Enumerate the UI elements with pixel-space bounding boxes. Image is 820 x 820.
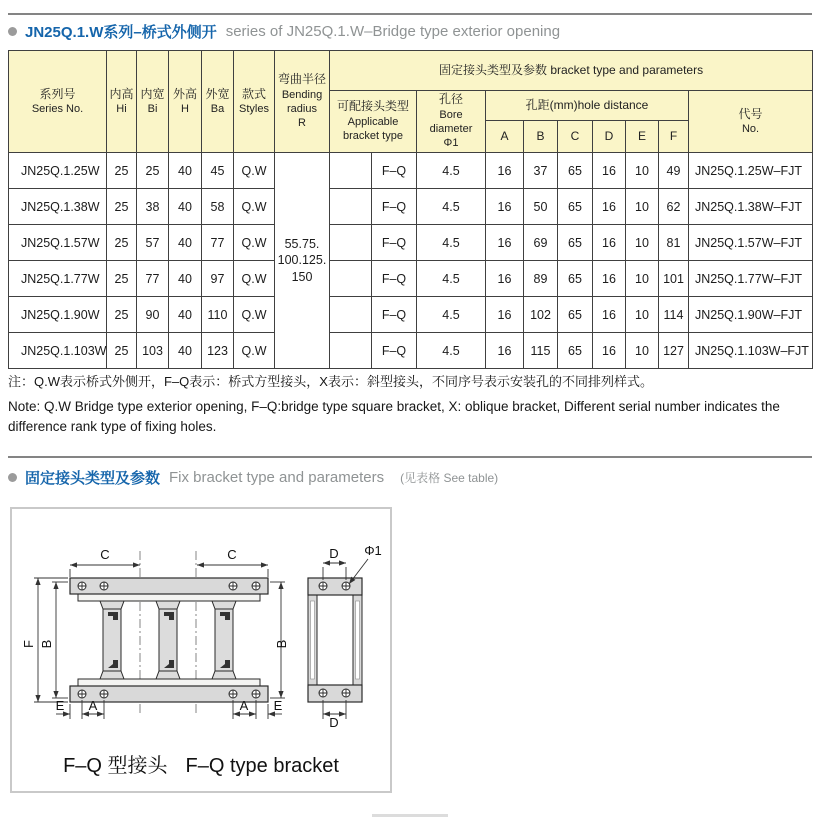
- drawing-caption: [12, 749, 390, 778]
- table-row: [9, 153, 813, 189]
- bracket-side-view: [308, 578, 362, 702]
- cell-bracket-type: F–Q: [372, 333, 417, 369]
- header-col-e: E: [626, 121, 659, 153]
- cell-series: JN25Q.1.57W: [9, 225, 107, 261]
- cell-h: 40: [169, 225, 202, 261]
- header-bi: 内宽 Bi: [137, 51, 169, 153]
- cell-h: 40: [169, 153, 202, 189]
- cell-hole-c: 65: [558, 225, 593, 261]
- cell-series: JN25Q.1.90W: [9, 297, 107, 333]
- section1-title-en: series of JN25Q.1.W–Bridge type exterior opening: [225, 23, 561, 40]
- bracket-technical-drawing: [12, 509, 390, 745]
- section1-title-zh: JN25Q.1.W系列–桥式外侧开: [25, 24, 217, 41]
- header-applicable-bracket: 可配接头类型 Applicable bracket type: [330, 91, 417, 153]
- section2-title: [8, 467, 498, 488]
- cell-bore-diameter: 4.5: [417, 261, 486, 297]
- dim-label-b-right: B: [274, 639, 289, 649]
- section2-title-zh: 固定接头类型及参数: [25, 470, 161, 487]
- header-bending-radius: 弯曲半径 Bending radius R: [275, 51, 330, 153]
- cell-hole-b: 89: [524, 261, 558, 297]
- cell-bending-radius: 55.75. 100.125. 150: [275, 153, 330, 369]
- cell-hole-d: 16: [593, 333, 626, 369]
- cell-ba: 58: [202, 189, 234, 225]
- cell-ba: 123: [202, 333, 234, 369]
- cell-bracket-empty: [330, 153, 372, 189]
- header-hi: 内高 Hi: [107, 51, 137, 153]
- table-row: [9, 189, 813, 225]
- header-col-c: C: [558, 121, 593, 153]
- dim-label-c-left: C: [100, 547, 110, 562]
- bracket-plan-view: [70, 578, 268, 702]
- cell-bi: 38: [137, 189, 169, 225]
- dim-label-f: F: [21, 640, 36, 648]
- cell-style: Q.W: [234, 297, 275, 333]
- cell-bracket-empty: [330, 297, 372, 333]
- cell-series: JN25Q.1.103W: [9, 333, 107, 369]
- bullet-icon: [8, 473, 17, 482]
- cell-code-no: JN25Q.1.103W–FJT: [689, 333, 813, 369]
- cell-hole-f: 114: [659, 297, 689, 333]
- cell-ba: 77: [202, 225, 234, 261]
- cell-code-no: JN25Q.1.57W–FJT: [689, 225, 813, 261]
- cell-code-no: JN25Q.1.90W–FJT: [689, 297, 813, 333]
- cell-h: 40: [169, 297, 202, 333]
- cell-hole-a: 16: [486, 189, 524, 225]
- cell-series: JN25Q.1.38W: [9, 189, 107, 225]
- cell-bracket-type: F–Q: [372, 153, 417, 189]
- header-col-f: F: [659, 121, 689, 153]
- cell-series: JN25Q.1.25W: [9, 153, 107, 189]
- cell-style: Q.W: [234, 333, 275, 369]
- cell-bracket-type: F–Q: [372, 225, 417, 261]
- table-header: [9, 51, 813, 153]
- note-en: Note: Q.W Bridge type exterior opening, F–Q:bridge type square bracket, X: oblique bracket, Different serial number indicates the difference rank type of fixing holes.: [8, 399, 780, 434]
- header-code-no: 代号 No.: [689, 91, 813, 153]
- header-series: 系列号 Series No.: [9, 51, 107, 153]
- cell-hole-c: 65: [558, 153, 593, 189]
- header-col-a: A: [486, 121, 524, 153]
- cell-bracket-empty: [330, 333, 372, 369]
- cell-bore-diameter: 4.5: [417, 225, 486, 261]
- cell-bi: 103: [137, 333, 169, 369]
- cell-hole-a: 16: [486, 333, 524, 369]
- cell-hole-f: 101: [659, 261, 689, 297]
- cell-bracket-empty: [330, 261, 372, 297]
- table-row: [9, 225, 813, 261]
- cell-hi: 25: [107, 153, 137, 189]
- cell-bracket-empty: [330, 225, 372, 261]
- cell-hi: 25: [107, 297, 137, 333]
- table-notes: [8, 371, 814, 437]
- cell-bi: 57: [137, 225, 169, 261]
- table-row: [9, 297, 813, 333]
- cell-hole-e: 10: [626, 189, 659, 225]
- header-col-b: B: [524, 121, 558, 153]
- cell-ba: 97: [202, 261, 234, 297]
- cell-hole-a: 16: [486, 297, 524, 333]
- header-ba: 外宽 Ba: [202, 51, 234, 153]
- dim-label-b-left: B: [39, 639, 54, 649]
- cell-bracket-type: F–Q: [372, 261, 417, 297]
- section1-title: [8, 21, 560, 42]
- drawing-caption-en: F–Q type bracket: [185, 755, 339, 777]
- cell-code-no: JN25Q.1.77W–FJT: [689, 261, 813, 297]
- cell-hole-b: 37: [524, 153, 558, 189]
- table-row: [9, 261, 813, 297]
- cell-h: 40: [169, 189, 202, 225]
- dim-label-a-right: A: [239, 698, 249, 713]
- cell-hole-e: 10: [626, 333, 659, 369]
- drawing-caption-zh: F–Q 型接头: [63, 755, 168, 777]
- screw-holes-side: [319, 582, 350, 697]
- cell-bore-diameter: 4.5: [417, 297, 486, 333]
- cell-hole-d: 16: [593, 153, 626, 189]
- cell-bore-diameter: 4.5: [417, 189, 486, 225]
- cell-style: Q.W: [234, 153, 275, 189]
- cell-ba: 110: [202, 297, 234, 333]
- cell-style: Q.W: [234, 261, 275, 297]
- cell-hole-b: 102: [524, 297, 558, 333]
- cell-bore-diameter: 4.5: [417, 333, 486, 369]
- cell-bi: 77: [137, 261, 169, 297]
- cell-style: Q.W: [234, 189, 275, 225]
- dim-label-d-bottom: D: [329, 715, 339, 730]
- cell-code-no: JN25Q.1.38W–FJT: [689, 189, 813, 225]
- cell-bracket-type: F–Q: [372, 297, 417, 333]
- cell-bi: 90: [137, 297, 169, 333]
- header-hole-distance: 孔距(mm)hole distance: [486, 91, 689, 121]
- cell-hi: 25: [107, 225, 137, 261]
- cell-hole-c: 65: [558, 261, 593, 297]
- cell-bracket-type: F–Q: [372, 189, 417, 225]
- cell-hole-d: 16: [593, 225, 626, 261]
- cell-hole-a: 16: [486, 153, 524, 189]
- cell-hole-b: 69: [524, 225, 558, 261]
- cell-h: 40: [169, 333, 202, 369]
- header-styles: 款式 Styles: [234, 51, 275, 153]
- cell-bore-diameter: 4.5: [417, 153, 486, 189]
- spec-table: [8, 50, 813, 369]
- header-bracket-group: 固定接头类型及参数 bracket type and parameters: [330, 51, 813, 91]
- dim-label-phi1: Φ1: [364, 543, 382, 558]
- cell-code-no: JN25Q.1.25W–FJT: [689, 153, 813, 189]
- cell-hole-f: 81: [659, 225, 689, 261]
- header-col-d: D: [593, 121, 626, 153]
- header-h: 外高 H: [169, 51, 202, 153]
- dim-label-a-left: A: [88, 698, 98, 713]
- dim-label-c-right: C: [227, 547, 237, 562]
- cell-hole-e: 10: [626, 297, 659, 333]
- cell-hole-d: 16: [593, 189, 626, 225]
- cell-bi: 25: [137, 153, 169, 189]
- dim-label-e-right: E: [273, 698, 283, 713]
- dim-label-d-top: D: [329, 546, 339, 561]
- top-divider: [8, 13, 812, 15]
- cell-style: Q.W: [234, 225, 275, 261]
- cell-hole-e: 10: [626, 225, 659, 261]
- cell-hole-c: 65: [558, 297, 593, 333]
- cell-ba: 45: [202, 153, 234, 189]
- cell-hole-c: 65: [558, 333, 593, 369]
- cell-hole-e: 10: [626, 261, 659, 297]
- table-row: [9, 333, 813, 369]
- bracket-drawing-box: [10, 507, 392, 793]
- section2-title-en: Fix bracket type and parameters: [169, 469, 385, 486]
- spec-table-body: [9, 153, 813, 369]
- cell-hole-a: 16: [486, 261, 524, 297]
- cell-hole-c: 65: [558, 189, 593, 225]
- cell-hole-b: 115: [524, 333, 558, 369]
- page-footer-mark: [372, 814, 448, 817]
- bullet-icon: [8, 27, 17, 36]
- cell-series: JN25Q.1.77W: [9, 261, 107, 297]
- cell-hi: 25: [107, 333, 137, 369]
- cell-bracket-empty: [330, 189, 372, 225]
- cell-hole-b: 50: [524, 189, 558, 225]
- cell-hole-f: 49: [659, 153, 689, 189]
- dim-label-e-left: E: [55, 698, 65, 713]
- note-zh: 注：Q.W表示桥式外侧开，F–Q表示：桥式方型接头，X表示：斜型接头，不同序号表示安装孔的不同排列样式。: [8, 374, 653, 389]
- cell-hole-a: 16: [486, 225, 524, 261]
- header-bore-diameter: 孔径 Bore diameter Φ1: [417, 91, 486, 153]
- see-table-note: (见表格 See table): [400, 471, 499, 485]
- section-divider: [8, 456, 812, 458]
- cell-hi: 25: [107, 261, 137, 297]
- cell-hole-f: 127: [659, 333, 689, 369]
- cell-h: 40: [169, 261, 202, 297]
- cell-hole-e: 10: [626, 153, 659, 189]
- cell-hole-d: 16: [593, 261, 626, 297]
- cell-hole-d: 16: [593, 297, 626, 333]
- cell-hi: 25: [107, 189, 137, 225]
- cell-hole-f: 62: [659, 189, 689, 225]
